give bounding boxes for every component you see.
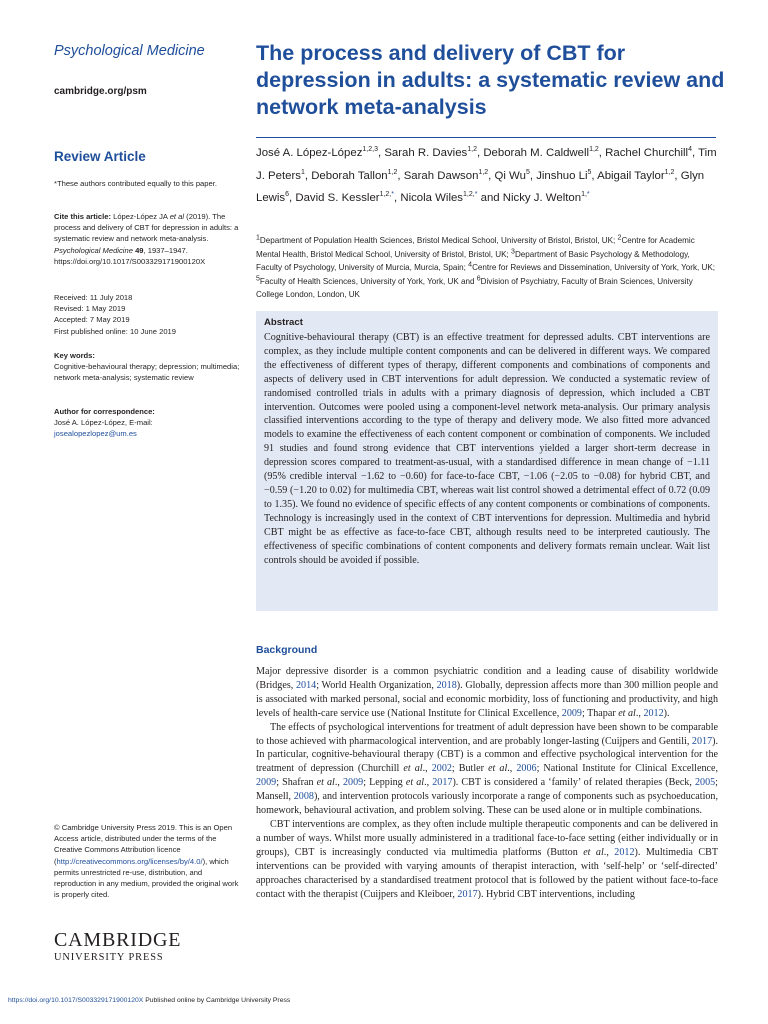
author-name[interactable]: Tim J. Peters — [256, 147, 717, 182]
article-type-label: Review Article — [54, 149, 146, 164]
cite-volume: 49 — [135, 245, 144, 255]
author-separator: , — [377, 147, 385, 159]
author-affiliation-marker: 5 — [587, 168, 592, 176]
logo-line-1: CAMBRIDGE — [54, 929, 182, 951]
affiliation-marker: 3 — [511, 247, 515, 255]
affiliation-text: Department of Population Health Sciences, Bristol Medical School, University of Bristol, Bristol, UK; — [259, 236, 618, 245]
italic-text: et al — [488, 763, 508, 775]
author-name[interactable]: José A. López-López — [256, 147, 363, 159]
citation-link[interactable]: 2006 — [516, 763, 537, 775]
affiliation-marker: 1 — [256, 234, 260, 242]
body-text-run: ). Multimedia CBT interventions can be provided with varying amounts of therapist interaction, with ‘self-help’ or ‘self-directed’ approaches characterised by a standardised treatment protocol that is followed by the patient without face-to-face contact with the therapist (Cuijpers and Kleiboer, — [256, 846, 718, 900]
affiliation-text: Faculty of Health Sciences, University of York, York, UK and — [259, 276, 477, 286]
author-name[interactable]: Abigail Taylor — [597, 169, 665, 182]
author-separator: , — [394, 192, 401, 205]
cite-text: The process and delivery of CBT for depression in adults: a systematic review and network meta-analysis. — [54, 212, 239, 244]
body-text-run: ). CBT is considered a ‘family’ of related therapies (Beck, — [452, 777, 695, 789]
author-name[interactable]: Qi Wu — [494, 169, 526, 182]
author-affiliation-marker: 1,2 — [387, 168, 398, 176]
section-heading-background: Background — [256, 644, 318, 656]
body-text-run: ; Thapar — [581, 707, 619, 719]
author-affiliation-marker: 1,2 — [589, 146, 599, 154]
body-text-run: ; Butler — [451, 763, 489, 775]
affiliations — [256, 234, 718, 302]
author-name[interactable]: Nicola Wiles — [400, 192, 464, 205]
body-text-run: ., — [635, 707, 644, 719]
author-affiliation-marker: 1,2 — [467, 146, 477, 154]
author-affiliation-marker: 6 — [285, 191, 290, 199]
author-affiliation-marker: 1,2 — [664, 168, 675, 176]
author-affiliation-marker: 1 — [300, 168, 305, 176]
citation-link[interactable]: 2008 — [293, 791, 314, 803]
accepted-date: Accepted: 7 May 2019 — [54, 315, 130, 325]
journal-name[interactable]: Psychological Medicine — [54, 43, 205, 59]
author-name[interactable]: Glyn Lewis — [256, 169, 705, 205]
italic-text: et al — [403, 763, 423, 775]
body-text-run: ; Mansell, — [256, 777, 718, 803]
abstract-box — [256, 311, 718, 611]
citation-link[interactable]: 2017 — [691, 735, 713, 747]
cambridge-logo — [54, 929, 240, 964]
copyright-block — [54, 822, 240, 900]
author-separator: , — [304, 169, 312, 182]
italic-text: et al — [583, 846, 604, 858]
article-title: The process and delivery of CBT for depression in adults: a systematic review and network meta-analysis — [256, 41, 725, 119]
correspondence-name: José A. López-López, E-mail: — [54, 418, 153, 428]
author-affiliation-marker: 1,2 — [478, 168, 489, 176]
author-separator: , — [691, 147, 699, 159]
logo-line-2: UNIVERSITY PRESS — [54, 952, 164, 963]
revised-date: Revised: 1 May 2019 — [54, 304, 126, 314]
citation-link[interactable]: 2009 — [343, 777, 364, 789]
author-name[interactable]: Sarah R. Davies — [384, 147, 468, 159]
equal-contribution-star: * — [586, 191, 590, 199]
body-text-run: ., — [334, 777, 343, 789]
affiliation-marker: 5 — [256, 274, 260, 282]
author-name[interactable]: David S. Kessler — [295, 192, 380, 205]
keywords-block — [54, 350, 240, 384]
body-text-run: ; Shafran — [276, 777, 317, 789]
cite-label: Cite this article: — [54, 212, 111, 221]
equal-contribution-note — [54, 178, 240, 189]
author-name[interactable]: Jinshuo Li — [536, 169, 588, 182]
affiliation-marker: 2 — [617, 234, 622, 242]
body-text — [256, 665, 718, 901]
body-text-run: ), and intervention protocols variously incorporate a range of components such as psychoeducation, homework, behavioural activation, and problem solving. These can be used alone or in multiple combinations. — [256, 791, 718, 817]
author-affiliation-marker: 4 — [688, 146, 692, 154]
citation-link[interactable]: 2017 — [432, 777, 453, 789]
body-text-run: ., — [507, 763, 517, 775]
citation-block — [54, 211, 240, 267]
affiliation-marker: 6 — [476, 274, 481, 282]
author-affiliation-marker: 1,2,3 — [362, 146, 378, 154]
affiliation-text: Division of Psychiatry, Faculty of Brain Sciences, University College London, London, UK — [256, 276, 693, 299]
cite-year: (2019). — [186, 212, 211, 221]
affiliation-text: Centre for Reviews and Dissemination, University of York, York, UK; — [472, 263, 715, 272]
author-affiliation-marker: 1,2, — [379, 191, 392, 199]
history-dates — [54, 292, 240, 337]
citation-link[interactable]: 2012 — [643, 707, 664, 719]
author-affiliation-marker: 1,2, — [463, 191, 475, 199]
citation-link[interactable]: 2014 — [296, 679, 317, 691]
abstract-text: Cognitive-behavioural therapy (CBT) is an effective treatment for depressed adults. CBT interventions are complex, as they include multiple content components and can be delivered in different ways. We compared the effectiveness of different types of therapy, different components and combinations of components and aspects of delivery used in CBT interventions for adult depression. We conducted a systematic review of randomised controlled trials in adults with a primary diagnosis of depression, which included a CBT intervention. Outcomes were pooled using a component-level network meta-analysis. Our primary analysis classified interventions according to the type of therapy and delivery mode. We also fitted more advanced models to examine the effectiveness of each content component or combination of components. We included 91 studies and found strong evidence that CBT interventions yielded a larger short-term decrease in depression scores compared to treatment-as-usual, with a standardised difference in mean change of −1.11 (95% credible interval −1.62 to −0.60) for face-to-face CBT, −1.06 (−2.05 to −0.08) for hybrid CBT, and −0.59 (−1.20 to 0.02) for multimedia CBT, whereas wait list control showed a detrimental effect of 0.72 (0.09 to 1.35). We found no evidence of specific effects of any content components or combinations of components. Technology is increasingly used in the context of CBT interventions for depression. Multimedia and hybrid CBT might be as effective as face-to-face CBT, although results need to be interpreted cautiously. The effectiveness of specific combinations of content components and delivery formats remain unclear. Wait list controls should be avoided if possible. — [264, 332, 710, 566]
italic-text: et al — [618, 707, 636, 719]
body-text-run: ; National Institute for Clinical Excellence, — [536, 763, 718, 775]
affiliation-text: Department of Basic Psychology & Methodology, Faculty of Psychology, University of Murcia, Murcia, Spain; — [256, 249, 690, 272]
author-name[interactable]: Rachel Churchill — [605, 147, 689, 159]
copyright-text-1: © Cambridge University Press 2019. This is an Open Access article, distributed under the terms of the Creative Commons Attribution licence ( — [54, 823, 233, 866]
author-separator: , — [397, 169, 404, 182]
affiliation-text: Centre for Academic Mental Health, Bristol Medical School, University of Bristol, Bristol, UK; — [256, 236, 695, 259]
page-footer — [8, 997, 290, 1004]
journal-site-link[interactable]: cambridge.org/psm — [54, 86, 147, 97]
author-separator: , — [488, 169, 495, 182]
author-separator: , — [529, 169, 537, 182]
paragraph-3 — [256, 818, 718, 901]
body-text-run: Major depressive disorder is a common psychiatric condition and a leading cause of disability worldwide (Bridges, — [256, 666, 718, 691]
author-affiliation-marker: 1, — [581, 191, 587, 199]
footer-text: Published online by Cambridge University Press — [143, 997, 291, 1004]
body-text-run: ). In particular, cognitive-behavioural therapy (CBT) is a common and effective psychological intervention for the treatment of depression (Churchill — [256, 735, 718, 775]
italic-text: et al — [405, 777, 425, 789]
first-published-date: First published online: 10 June 2019 — [54, 326, 177, 336]
keywords-label: Key words: — [54, 351, 95, 360]
citation-link[interactable]: 2009 — [561, 707, 582, 719]
license-link[interactable]: http://creativecommons.org/licenses/by/4.0/ — [56, 856, 203, 866]
body-text-run: ). — [663, 707, 670, 719]
received-date: Received: 11 July 2018 — [54, 293, 133, 302]
equal-contribution-text: *These authors contributed equally to this paper. — [54, 179, 217, 188]
author-affiliation-marker: 5 — [525, 168, 530, 176]
title-divider — [256, 137, 716, 138]
equal-contribution-star: * — [474, 191, 478, 199]
citation-link[interactable]: 2005 — [694, 777, 716, 789]
cite-pages-doi[interactable]: , 1937–1947. https://doi.org/10.1017/S003329171900120X — [54, 245, 206, 266]
author-name[interactable]: Deborah M. Caldwell — [483, 147, 590, 159]
body-text-run: The effects of psychological interventions for treatment of adult depression have been shown to be comparable to those achieved with pharmacological intervention, and are probably longer-lasting (Cuijpers and Gentili, — [256, 721, 718, 747]
citation-link[interactable]: 2018 — [436, 679, 457, 691]
cite-etal: et al — [169, 212, 185, 221]
author-separator: , — [591, 169, 598, 182]
citation-link[interactable]: 2017 — [457, 888, 478, 900]
body-text-run: ). Hybrid CBT interventions, including — [477, 888, 635, 900]
author-separator: , — [476, 147, 484, 159]
author-separator: , — [289, 192, 296, 205]
author-name[interactable]: Deborah Tallon — [311, 169, 388, 182]
abstract-heading: Abstract — [264, 317, 303, 328]
affiliation-marker: 4 — [468, 261, 473, 269]
body-text-run: ; World Health Organization, — [316, 679, 437, 691]
correspondence-email-link[interactable]: josealopezlopez@um.es — [54, 429, 137, 439]
italic-text: et al — [316, 777, 335, 789]
author-separator: , — [598, 147, 606, 159]
author-name[interactable]: and Nicky J. Welton — [480, 192, 582, 205]
citation-link[interactable]: 2012 — [614, 846, 635, 858]
body-text-run: ; Lepping — [363, 777, 406, 789]
equal-contribution-star: * — [391, 191, 394, 199]
body-text-run: ., — [603, 846, 615, 858]
correspondence-label: Author for correspondence: — [54, 407, 155, 416]
copyright-text-2: ), which permits unrestricted re-use, distribution, and reproduction in any medium, provided the original work is properly cited. — [54, 856, 239, 900]
author-list — [256, 142, 718, 210]
cite-journal: Psychological Medicine — [54, 245, 133, 255]
footer-doi-link[interactable]: https://doi.org/10.1017/S003329171900120X — [8, 997, 144, 1004]
body-text-run: ). Globally, depression affects more than 300 million people and is associated with marked personal, social and economic morbidity, loss of functioning and productivity, and high levels of health-care service use (National Institute for Clinical Excellence, — [256, 679, 718, 719]
paragraph-2 — [256, 721, 718, 818]
correspondence-block — [54, 406, 240, 440]
paragraph-1 — [256, 665, 718, 721]
citation-link[interactable]: 2002 — [431, 763, 452, 775]
author-separator: , — [674, 169, 681, 182]
citation-link[interactable]: 2009 — [256, 777, 277, 789]
author-name[interactable]: Sarah Dawson — [403, 169, 479, 182]
body-text-run: ., — [422, 763, 432, 775]
cite-authors: López-López JA — [113, 212, 168, 221]
body-text-run: ., — [424, 777, 433, 789]
keywords-text: Cognitive-behavioural therapy; depression; multimedia; network meta-analysis; systematic review — [54, 362, 240, 383]
body-text-run: CBT interventions are complex, as they often include multiple therapeutic components and can be delivered in a number of ways. Whilst more usually administered in a traditional face-to-face setting (either individually or in groups), CBT is increasingly conducted via multimedia platforms (Button — [256, 818, 718, 858]
